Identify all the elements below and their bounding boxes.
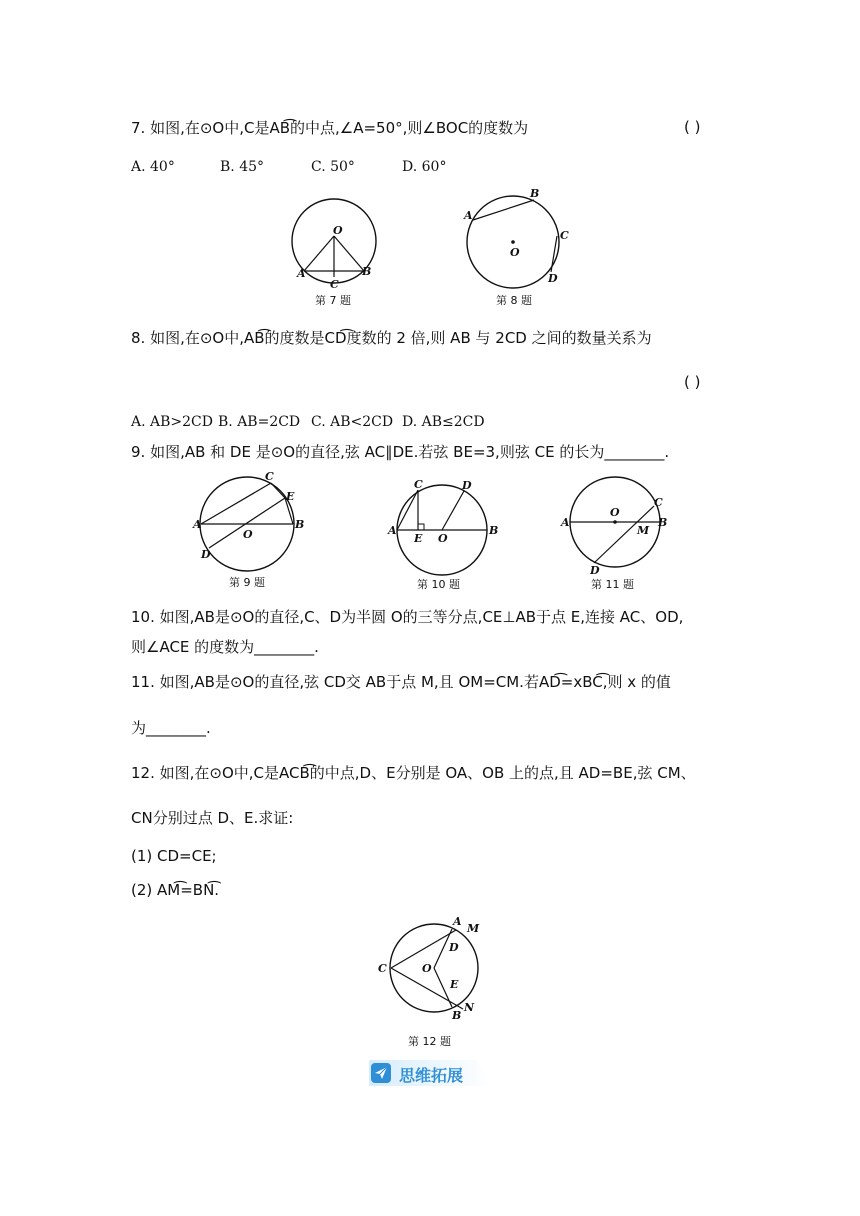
fig10-label-b: B xyxy=(489,524,499,537)
fig9-label-o: O xyxy=(243,528,253,541)
answer-bracket-7: ( ) xyxy=(684,118,701,136)
fig10-label-c: C xyxy=(414,478,423,491)
option-7-a: A. 40° xyxy=(131,159,175,175)
answer-bracket-8: ( ) xyxy=(684,373,701,391)
option-8-a: A. AB>2CD xyxy=(131,414,213,430)
figure-8-diagram xyxy=(460,186,570,296)
question-8-text: 8. 如图,在⊙O中,AB͡的度数是CD͡度数的 2 倍,则 AB 与 2CD 之间的数量关系为 xyxy=(131,329,652,347)
question-12-part-2: (2) AM͡=BN͡. xyxy=(131,881,220,899)
fig12-label-d: D xyxy=(449,941,459,954)
fig7-label-o: O xyxy=(333,224,343,237)
figure-9-diagram xyxy=(193,470,313,580)
fig10-label-a: A xyxy=(388,524,397,537)
question-7-text: 7. 如图,在⊙O中,C是AB͡的中点,∠A=50°,则∠BOC的度数为 xyxy=(131,119,529,137)
figure-11-caption: 第 11 题 xyxy=(591,578,634,591)
fig11-label-a: A xyxy=(561,516,570,529)
question-11-line-2: 为________. xyxy=(131,719,211,737)
question-12-part-1: (1) CD=CE; xyxy=(131,847,217,865)
paper-plane-icon xyxy=(371,1063,391,1083)
fig9-label-e: E xyxy=(286,490,295,503)
fig11-label-d: D xyxy=(590,564,600,577)
question-9-text: 9. 如图,AB 和 DE 是⊙O的直径,弦 AC∥DE.若弦 BE=3,则弦 CE 的长为________. xyxy=(131,443,670,461)
fig12-label-a: A xyxy=(453,915,462,928)
fig11-label-o: O xyxy=(610,506,620,519)
question-10-line-2: 则∠ACE 的度数为________. xyxy=(131,638,319,656)
fig12-label-c: C xyxy=(378,962,387,975)
fig12-label-n: N xyxy=(464,1001,475,1014)
fig9-label-a: A xyxy=(193,518,202,531)
figure-8-caption: 第 8 题 xyxy=(496,294,532,307)
fig12-label-b: B xyxy=(452,1009,462,1022)
fig11-label-b: B xyxy=(658,516,668,529)
fig7-label-a: A xyxy=(297,267,306,280)
figure-12-diagram xyxy=(374,915,484,1025)
fig8-label-d: D xyxy=(548,272,558,285)
figure-12-caption: 第 12 题 xyxy=(408,1035,451,1048)
fig7-label-c: C xyxy=(330,278,339,291)
fig8-label-c: C xyxy=(560,229,569,242)
figure-9-caption: 第 9 题 xyxy=(229,576,265,589)
fig10-label-o: O xyxy=(438,532,448,545)
question-12-line-1: 12. 如图,在⊙O中,C是ACB͡的中点,D、E分别是 OA、OB 上的点,且 AD=BE,弦 CM、 xyxy=(131,764,696,782)
option-7-c: C. 50° xyxy=(311,159,355,175)
figure-10-caption: 第 10 题 xyxy=(417,578,460,591)
question-10-line-1: 10. 如图,AB是⊙O的直径,C、D为半圆 O的三等分点,CE⊥AB于点 E,连接 AC、OD, xyxy=(131,608,684,626)
option-8-c: C. AB<2CD xyxy=(311,414,394,430)
fig11-label-m: M xyxy=(637,524,650,537)
option-7-d: D. 60° xyxy=(402,159,447,175)
fig9-label-d: D xyxy=(201,548,211,561)
fig8-label-b: B xyxy=(530,187,540,200)
fig7-label-b: B xyxy=(362,265,372,278)
figure-11-diagram xyxy=(560,476,670,576)
figure-10-diagram xyxy=(387,478,497,578)
fig12-label-o: O xyxy=(422,962,432,975)
section-title: 思维拓展 xyxy=(399,1066,464,1085)
fig11-label-c: C xyxy=(654,496,663,509)
fig9-label-c: C xyxy=(265,470,274,483)
option-7-b: B. 45° xyxy=(220,159,265,175)
option-8-d: D. AB≤2CD xyxy=(402,414,485,430)
fig10-label-d: D xyxy=(462,479,472,492)
fig12-label-e: E xyxy=(450,978,459,991)
fig8-label-o: O xyxy=(510,246,520,259)
fig8-label-a: A xyxy=(464,209,473,222)
fig9-label-b: B xyxy=(295,518,305,531)
figure-7-caption: 第 7 题 xyxy=(315,294,351,307)
figure-7-diagram xyxy=(285,192,385,292)
question-12-line-2: CN分别过点 D、E.求证: xyxy=(131,809,294,827)
fig12-label-m: M xyxy=(467,922,480,935)
option-8-b: B. AB=2CD xyxy=(218,414,301,430)
section-badge xyxy=(369,1060,491,1086)
fig10-label-e: E xyxy=(414,532,423,545)
question-11-line-1: 11. 如图,AB是⊙O的直径,弦 CD交 AB于点 M,且 OM=CM.若AD͡=xBC͡,则 x 的值 xyxy=(131,673,671,691)
